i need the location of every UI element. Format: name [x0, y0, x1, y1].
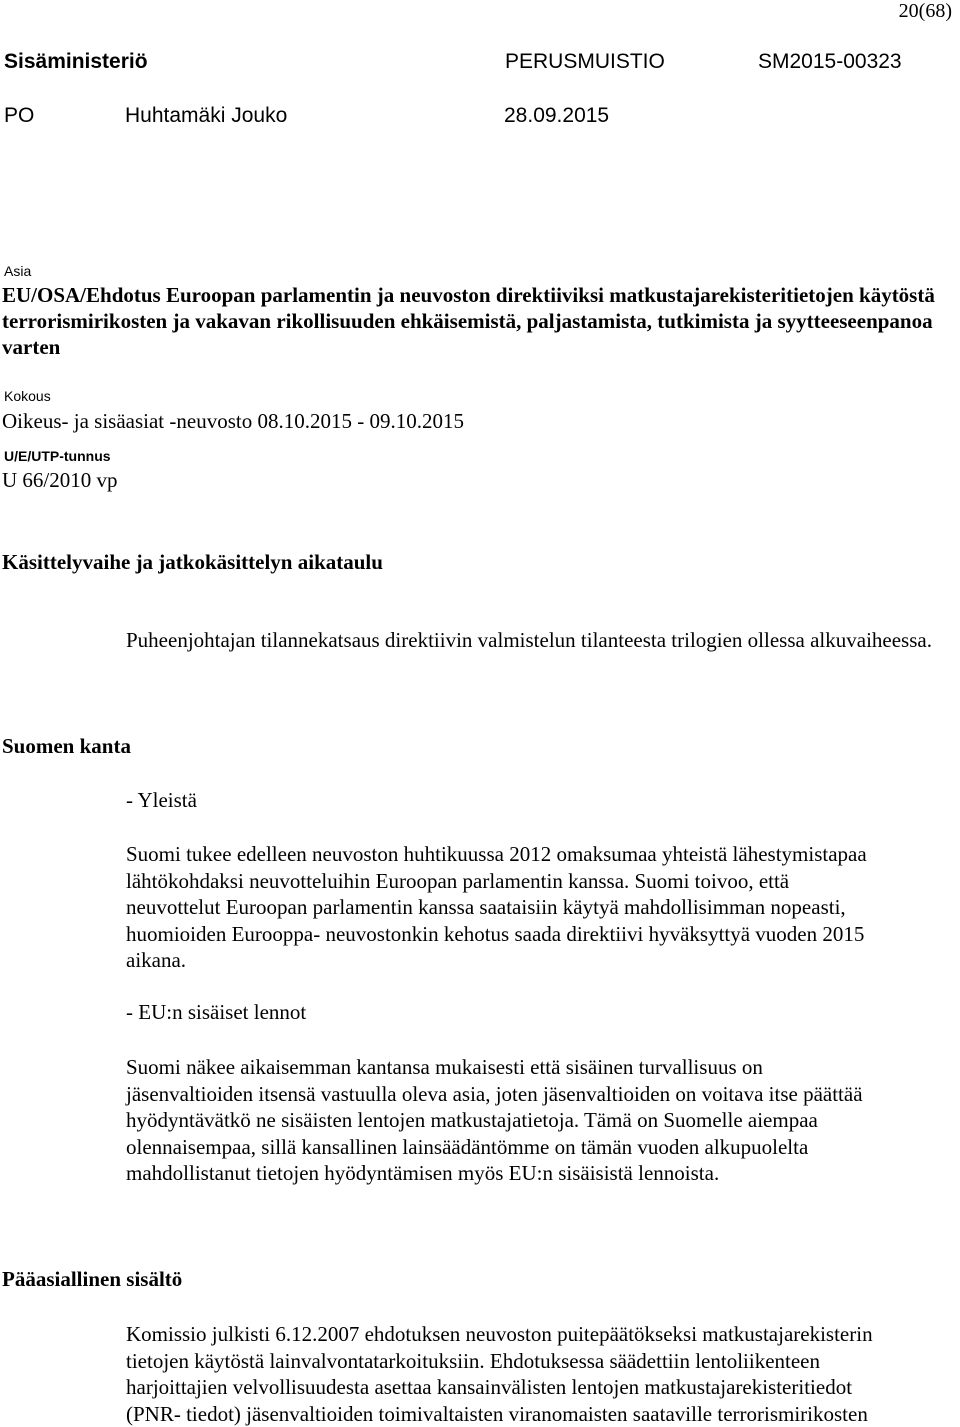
position-heading: Suomen kanta: [2, 734, 131, 758]
paragraph-line: olennaisempaa, sillä kansallinen lainsäädäntömme on tämän vuoden alkupuolelta: [126, 1134, 809, 1159]
subject-title: EU/OSA/Ehdotus Euroopan parlamentin ja neuvoston direktiiviksi matkustajarekisteritietojen käytöstä terrorismirikosten ja vakavan rikollisuuden ehkäisemistä, paljastamista, tutkimista ja syytteeseenpanoa varten: [2, 283, 935, 359]
paragraph-line: neuvottelut Euroopan parlamentin kanssa saataisiin käytyä mahdollisimman nopeasti,: [126, 895, 846, 919]
main-content-paragraph: [126, 1321, 956, 1427]
paragraph-line: lähtökohdaksi neuvotteluihin Euroopan parlamentin kanssa. Suomi toivoo, että: [126, 868, 790, 893]
paragraph-line: (PNR- tiedot) jäsenvaltioiden toimivaltaisten viranomaisten saataville terrorismirikosten: [126, 1401, 868, 1426]
paragraph-line: harjoittajien velvollisuudesta asettaa kansainvälisten lentojen matkustajarekisteritiedot: [126, 1375, 853, 1399]
general-paragraph: [126, 841, 956, 974]
meeting-value: Oikeus- ja sisäasiat -neuvosto 08.10.2015 - 09.10.2015: [2, 409, 464, 433]
document-type: PERUSMUISTIO: [505, 50, 665, 73]
paragraph-line: aikana.: [126, 948, 187, 972]
author-role: PO: [4, 104, 35, 127]
ue-code-value: U 66/2010 vp: [2, 468, 118, 492]
paragraph-line: hyödyntävätkö ne sisäisten lentojen matkustajatietoja. Tämä on Suomelle aiempaa: [126, 1108, 818, 1132]
paragraph-line: Suomi tukee edelleen neuvoston huhtikuussa 2012 omaksumaa yhteistä lähestymistapaa: [126, 842, 867, 866]
paragraph-line: Suomi näkee aikaisemman kantansa mukaisesti että sisäinen turvallisuus on: [126, 1055, 763, 1079]
paragraph-line: huomioiden Eurooppa- neuvostonkin kehotus saada direktiivi hyväksyttyä vuoden 2015: [126, 921, 865, 946]
document-id: SM2015-00323: [758, 50, 902, 73]
ue-code-label: U/E/UTP-tunnus: [4, 448, 111, 464]
document-date: 28.09.2015: [504, 104, 610, 127]
paragraph-line: mahdollistanut tietojen hyödyntämisen myös EU:n sisäisistä lennoista.: [126, 1161, 720, 1185]
internal-flights-subheading: - EU:n sisäiset lennot: [126, 1000, 307, 1024]
paragraph-line: tietojen käytöstä lainvalvontatarkoituksiin. Ehdotuksessa säädettiin lentoliikenteen: [126, 1348, 821, 1373]
general-subheading: - Yleistä: [126, 788, 197, 812]
meeting-label: Kokous: [4, 388, 51, 404]
paragraph-line: jäsenvaltioiden itsensä vastuulla oleva asia, joten jäsenvaltioiden on voitava itse päättää: [126, 1081, 863, 1106]
processing-heading: Käsittelyvaihe ja jatkokäsittelyn aikataulu: [2, 550, 383, 574]
page-number: 20(68): [898, 0, 952, 22]
subject-label: Asia: [4, 263, 32, 279]
organization-name: Sisäministeriö: [4, 50, 148, 73]
author-name: Huhtamäki Jouko: [125, 104, 288, 127]
paragraph-line: Komissio julkisti 6.12.2007 ehdotuksen neuvoston puitepäätökseksi matkustajarekisterin: [126, 1322, 873, 1346]
main-content-heading: Pääasiallinen sisältö: [2, 1267, 183, 1291]
processing-paragraph: Puheenjohtajan tilannekatsaus direktiivin valmistelun tilanteesta trilogien ollessa alkuvaiheessa.: [126, 628, 932, 652]
internal-flights-paragraph: [126, 1054, 956, 1187]
